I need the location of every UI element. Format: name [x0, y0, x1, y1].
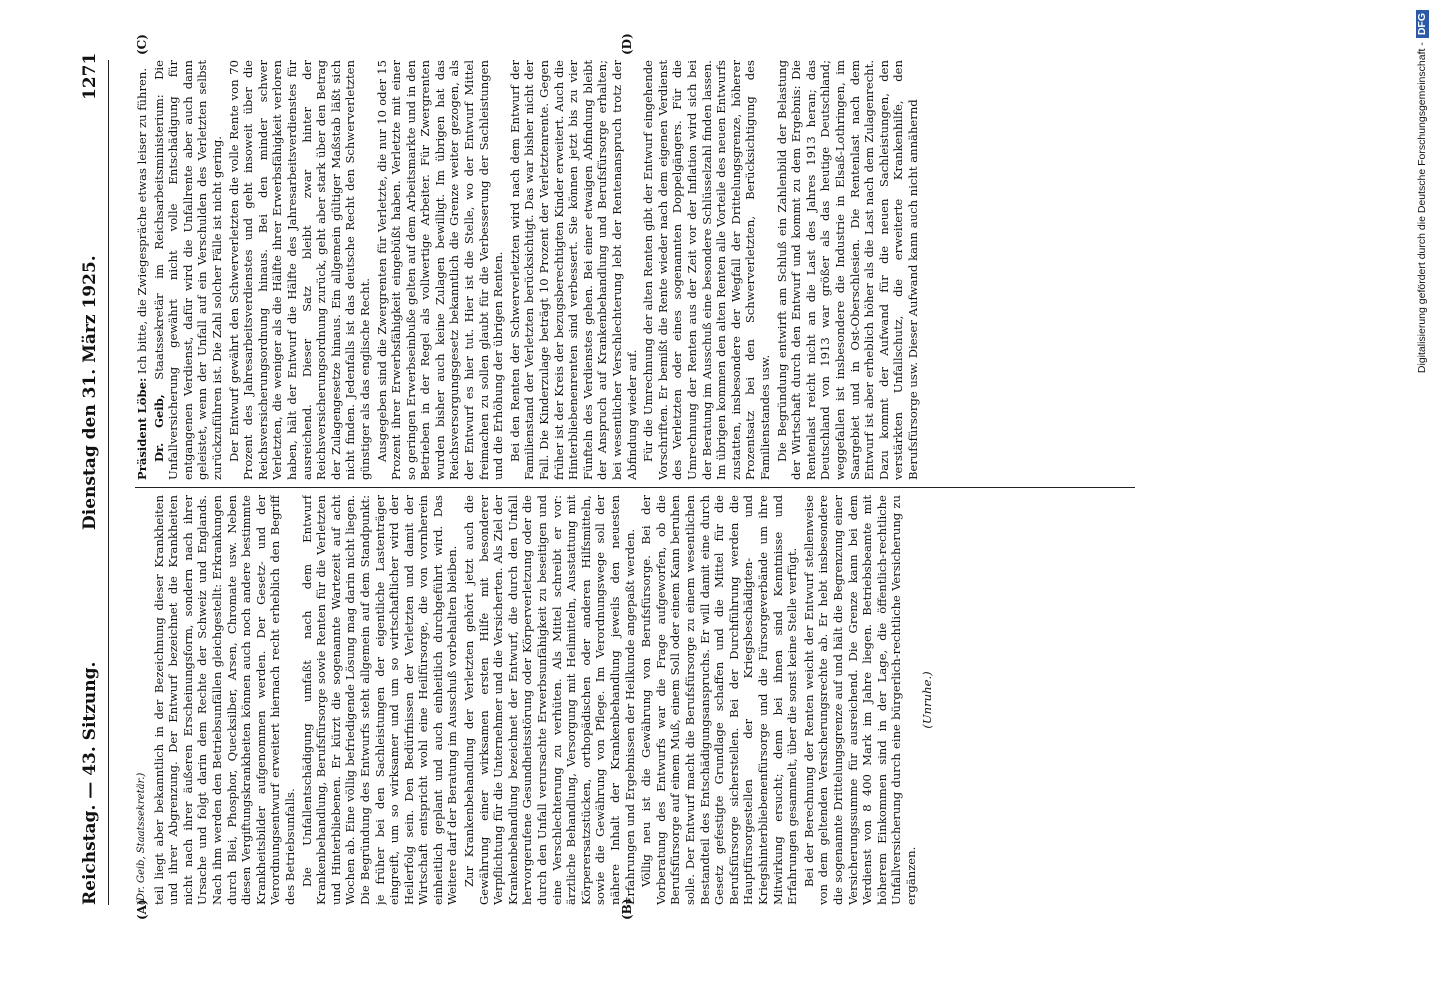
- paragraph: Der Entwurf gewährt den Schwerverletzten die volle Rente von 70 Prozent des Jahresarbeitsverdienstes und geht insoweit über die Reichsversicherungsordnung hinaus. Bei den minder schwer Verletzten, die weniger als die Hälfte ihrer Erwerbsfähigkeit verloren haben, hält der Entwurf die Hälfte des Jahresarbeitsverdienstes für ausreichend. Dieser Satz bleibt zwar hinter der Reichsversicherungsordnung zurück, geht aber stark über den Betrag der Zulagengesetze hinaus. Ein allgemein gültiger Maßstab läßt sich nicht finden. Jedenfalls ist das deutsche Recht den Schwerverletzten günstiger als das englische Recht.: [226, 60, 372, 480]
- dfg-logo: DFG: [1416, 10, 1429, 38]
- digitization-caption: [1408, 0, 1434, 1000]
- margin-marker-d: (D): [620, 33, 634, 55]
- speaker-intro: [152, 60, 225, 480]
- paragraph: Die Begründung entwirft am Schluß ein Zahlenbild der Belastung der Wirtschaft durch den Entwurf und kommt zu dem Ergebnis: Die Rentenlast reicht nicht an die Last des Jahres 1913 heran; das Deutschland von 1913 war größer als das heutige Deutschland; weggefallen ist insbesondere die Industrie in Elsaß-Lothringen, im Saargebiet und in Ost-Oberschlesien. Die Rentenlast nach dem Entwurf ist aber erheblich höher als die Last nach dem Zulagenrecht. Dazu kommt der Aufwand für die neuen Sachleistungen, den verstärkten Unfallschutz, die erweiterte Krankenhilfe, den Berufsfürsorge usw. Dieser Aufwand kann auch nicht annähernd: [774, 60, 920, 480]
- speaker-name: Dr. Geib,: [151, 394, 166, 462]
- header-left: Reichstag. — 43. Sitzung.: [80, 661, 100, 905]
- digitization-sidebar: [1404, 0, 1432, 1000]
- paragraph: Für die Umrechnung der alten Renten gibt der Entwurf eingehende Vorschriften. Er bemißt die Rente wieder nach dem eigenen Verdienst des Verletzten oder eines sogenannten Doppelgängers. Für die Umrechnung der Renten aus der Zeit vor der Inflation wird sich bei der Beratung im Ausschuß eine besondere Schlüsselzahl finden lassen. Im übrigen kommen den alten Renten alle Vorteile des neuen Entwurfs zustatten, insbesondere der Wegfall der Drittelungsgrenze, höherer Prozentsatz bei den Schwerverletzten, Berücksichtigung des Familienstandes usw.: [641, 60, 772, 480]
- paragraph: Zur Krankenbehandlung der Verletzten gehört jetzt auch die Gewährung einer wirksamen ersten Hilfe mit besonderer Verpflichtung für die Unternehmer und die Versicherten. Als Ziel der Krankenbehandlung bezeichnet der Entwurf, die durch den Unfall hervorgerufene Gesundheitsstörung oder Körperverletzung oder die durch den Unfall verursachte Erwerbsunfähigkeit zu beseitigen und eine Verschlechterung zu verhüten. Als Mittel schreibt er vor: ärztliche Behandlung, Versorgung mit Heilmitteln, Ausstattung mit Körperersatzstücken, orthopädischen oder anderen Hilfsmitteln, sowie die Gewährung von Pflege. Im Verordnungswege soll der nähere Inhalt der Krankenbehandlung jeweils den neuesten Erfahrungen und Ergebnissen der Heilkunde angepaßt werden.: [462, 495, 637, 905]
- paragraph: Völlig neu ist die Gewährung von Berufsfürsorge. Bei der Vorberatung des Entwurfs war die Frage aufgeworfen, ob die Berufsfürsorge auf einem Muß, einem Soll oder einem Kann beruhen solle. Der Entwurf macht die Berufsfürsorge zu einem wesentlichen Bestandteil des Entschädigungsanspruchs. Er will damit eine durch Gesetz gefestigte Grundlage schaffen und die Mittel für die Berufsfürsorge sicherstellen. Bei der Durchführung werden die Hauptfürsorgestellen der Kriegsbeschädigten- und Kriegshinterbliebenenfürsorge und die Fürsorgeverbände um ihre Mitwirkung ersucht; denn bei ihnen sind Kenntnisse und Erfahrungen gesammelt, über die sonst keine Stelle verfügt.: [639, 495, 800, 905]
- header-date: Dienstag den 31. März 1925.: [80, 255, 100, 530]
- column-divider: [135, 487, 1135, 488]
- president-speaker: Präsident Löbe:: [135, 377, 149, 480]
- paragraph: Die Unfallentschädigung umfaßt nach dem Entwurf Krankenbehandlung, Berufsfürsorge sowie Renten für die Verletzten und Hinterbliebenen. Er kürzt die sogenannte Wartezeit auf acht Wochen ab. Eine völlig befriedigende Lösung mag darin nicht liegen. Die Begründung des Entwurfs steht allgemein auf dem Standpunkt: je früher bei den Sachleistungen der eigentliche Lastenträger eingreift, um so wirksamer und um so wirtschaftlicher wird der Heilerfolg sein. Den Bedürfnissen der Verletzten und damit der Wirtschaft entspricht wohl eine Heilfürsorge, die von vornherein einheitlich geplant und auch einheitlich durchgeführt wird. Das Weitere darf der Beratung im Ausschuß vorbehalten bleiben.: [299, 495, 460, 905]
- document-page: [40, 0, 1390, 1000]
- paragraph: Ausgegeben sind die Zwergrenten für Verletzte, die nur 10 oder 15 Prozent ihrer Erwerbsfähigkeit eingebüßt haben. Verletzte mit einer so geringen Erwerbseinbuße gelten auf dem Arbeitsmarkte und in den Betrieben in der Regel als vollwertige Arbeiter. Für Zwergrenten wurden bisher auch keine Zulagen bewilligt. Im übrigen hat das Reichsversorgungsgesetz bekanntlich die Grenze weiter gezogen, als der Entwurf es hier tut. Hier ist die Stelle, wo der Entwurf Mittel freimachen zu sollen glaubt für die Verbesserung der Sachleistungen und die Erhöhung der übrigen Renten.: [374, 60, 506, 480]
- margin-marker-a: (A): [135, 899, 149, 920]
- paragraph: Die Unfallversicherung gewährt nicht volle Entschädigung für entgangenen Verdienst, dafür wird die Unfallrente aber auch dann geleistet, wenn der Unfall auf ein Verschulden des Verletzten selbst zurückzuführen ist. Die Zahl solcher Fälle ist nicht gering.: [151, 60, 224, 480]
- paragraph: Bei der Berechnung der Renten weicht der Entwurf stellenweise von dem geltenden Versicherungsrechte ab. Er hebt insbesondere die sogenannte Drittelungsgrenze auf und hält die Begrenzung einer Versicherungssumme für ausreichend. Die Grenze kann bei dem Verdienst von 8 400 Mark im Jahre liegen. Betriebsbeamte mit höherem Einkommen sind in der Lage, die öffentlich-rechtliche Unfallversicherung durch eine bürgerlich-rechtliche Versicherung zu ergänzen.: [801, 495, 918, 905]
- interjection: (Unruhe.): [920, 671, 935, 729]
- paragraph: Bei den Renten der Schwerverletzten wird nach dem Entwurf der Familienstand der Verletzten berücksichtigt. Das war bisher nicht der Fall. Die Kinderzulage beträgt 10 Prozent der Verletztenrente. Gegen früher ist der Kreis der bezugsberechtigten Kinder erweitert. Auch die Hinterbliebenenrenten sind verbessert. Sie können jetzt bis zu vier Fünfteln des Verdienstes gehen. Bei einer etwaigen Abfindung bleibt der Anspruch auf Krankenbehandlung und Berufsfürsorge erhalten; bei wesentlicher Verschlechterung lebt der Rentenanspruch trotz der Abfindung wieder auf.: [507, 60, 639, 480]
- paragraph: teil liegt aber bekanntlich in der Bezeichnung dieser Krankheiten und ihrer Abgrenzung. Der Entwurf bezeichnet die Krankheiten nicht nach ihrer äußeren Erscheinungsform, sondern nach ihrer Ursache und folgt darin dem Rechte der Schweiz und Englands. Nach ihm werden den Betriebsunfällen gleichgestellt: Erkrankungen durch Blei, Phosphor, Quecksilber, Arsen, Chromate usw. Neben diesen Vergiftungskrankheiten können auch noch andere bestimmte Krankheitsbilder aufgenommen werden. Der Gesetz- und der Verordnungsentwurf erweitert hiernach recht erheblich den Begriff des Betriebsunfalls.: [151, 495, 297, 905]
- margin-marker-b: (B): [620, 898, 634, 920]
- header-rule: [108, 60, 109, 905]
- speaker-label: (Dr. Geib, Staatssekretär.): [136, 772, 147, 905]
- margin-marker-c: (C): [135, 34, 149, 55]
- rotated-page-content: [40, 0, 1390, 1000]
- speaker-role: Staatssekretär im Reichsarbeitsministerium:: [151, 94, 166, 380]
- column-right: [135, 60, 1135, 480]
- page-number: 1271: [80, 52, 100, 100]
- president-remark: [135, 60, 150, 480]
- president-text: Ich bitte, die Zwiegespräche etwas leiser zu führen.: [135, 67, 149, 375]
- column-left: [135, 495, 1135, 905]
- digitization-caption-text: Digitalisierung gefördert durch die Deutsche Forschungsgemeinschaft -: [1416, 42, 1428, 374]
